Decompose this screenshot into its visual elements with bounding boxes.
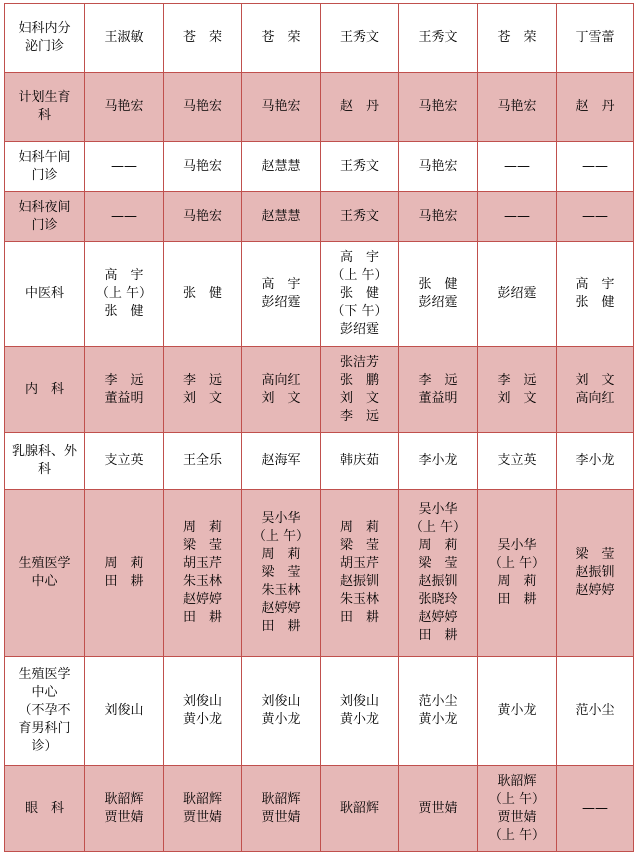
doctor-name: 赵振钏 <box>575 565 615 580</box>
doctor-name: 刘俊山 <box>339 694 379 709</box>
doctor-name: 李 远 <box>418 372 458 388</box>
doctor-name: 彭绍霆 <box>339 322 379 337</box>
doctor-name: 周 莉 <box>104 556 144 571</box>
doctor-name: 朱玉林 <box>261 583 301 598</box>
department-cell <box>5 192 85 242</box>
table-row <box>5 4 634 73</box>
doctor-name: 刘 文 <box>575 372 615 388</box>
doctor-name: 刘俊山 <box>104 703 144 718</box>
doctor-name: 朱玉林 <box>182 574 222 589</box>
doctor-name: 马艳宏 <box>418 208 458 224</box>
doctor-name: 高向红 <box>575 390 615 406</box>
doctor-name: 王秀文 <box>339 158 379 174</box>
doctor-cell <box>85 347 164 433</box>
department-label: 门诊 <box>31 217 58 233</box>
doctor-name: 支立英 <box>497 453 537 468</box>
doctor-cell <box>242 142 321 192</box>
doctor-name: （上 午） <box>331 268 388 283</box>
doctor-name: 赵慧慧 <box>261 208 301 224</box>
doctor-name: 耿韶辉 <box>339 800 379 816</box>
doctor-name: 梁 莹 <box>261 565 301 580</box>
doctor-name: 董益明 <box>104 390 144 406</box>
doctor-name: 朱玉林 <box>339 592 379 607</box>
doctor-name: 苍 荣 <box>182 30 222 45</box>
department-label: 中心 <box>31 574 58 589</box>
doctor-name: 黄小龙 <box>418 712 458 727</box>
department-cell <box>5 490 85 657</box>
doctor-cell <box>242 73 321 142</box>
doctor-name: —— <box>582 208 608 224</box>
doctor-cell <box>164 192 242 242</box>
doctor-cell <box>478 142 557 192</box>
doctor-name: 赵 丹 <box>575 99 615 114</box>
doctor-cell <box>399 347 478 433</box>
doctor-name: 赵 丹 <box>339 99 379 114</box>
department-label: 诊） <box>31 739 58 754</box>
doctor-name: （下 午） <box>331 304 388 319</box>
doctor-name: 赵婷婷 <box>182 592 222 607</box>
doctor-name: （上 午） <box>409 520 467 535</box>
doctor-name: 张 健 <box>182 286 222 301</box>
doctor-cell <box>557 142 634 192</box>
department-cell <box>5 242 85 347</box>
doctor-cell <box>164 242 242 347</box>
doctor-name: 李 远 <box>104 372 144 388</box>
doctor-name: （上 午） <box>488 827 546 843</box>
doctor-name: 黄小龙 <box>261 712 301 727</box>
doctor-name: —— <box>504 158 530 174</box>
doctor-name: 马艳宏 <box>182 208 222 224</box>
doctor-name: 王秀文 <box>339 30 379 45</box>
department-cell <box>5 4 85 73</box>
doctor-name: 吴小华 <box>497 538 537 553</box>
doctor-name: 马艳宏 <box>182 158 222 174</box>
department-cell <box>5 766 85 852</box>
doctor-name: 赵婷婷 <box>261 601 301 616</box>
doctor-name: 马艳宏 <box>497 99 537 114</box>
department-label: 乳腺科、外 <box>11 444 77 459</box>
doctor-name: 韩庆茹 <box>339 453 379 468</box>
doctor-name: （上 午） <box>95 286 153 301</box>
doctor-name: 贾世婧 <box>182 809 222 825</box>
doctor-name: —— <box>582 158 608 174</box>
doctor-name: 赵振钏 <box>339 574 379 589</box>
doctor-name: 周 莉 <box>339 520 379 535</box>
doctor-name: 丁雪蕾 <box>575 30 615 45</box>
doctor-cell <box>321 657 399 766</box>
doctor-name: —— <box>111 208 137 224</box>
doctor-cell <box>557 766 634 852</box>
doctor-name: 贾世婧 <box>497 809 537 825</box>
doctor-cell <box>321 766 399 852</box>
clinic-schedule-table <box>4 3 634 852</box>
department-label: 生殖医学 <box>18 667 71 682</box>
doctor-name: 田 耕 <box>497 592 537 607</box>
doctor-cell <box>557 657 634 766</box>
doctor-cell <box>399 657 478 766</box>
doctor-name: （上 午） <box>488 791 546 807</box>
table-row <box>5 347 634 433</box>
department-cell <box>5 657 85 766</box>
doctor-name: 刘 文 <box>339 390 379 406</box>
doctor-name: 黄小龙 <box>339 712 379 727</box>
table-row <box>5 73 634 142</box>
doctor-cell <box>242 490 321 657</box>
doctor-name: 王淑敏 <box>104 30 144 45</box>
doctor-name: 耿韶辉 <box>182 791 222 807</box>
doctor-name: 范小尘 <box>575 703 615 718</box>
doctor-name: 周 莉 <box>497 574 537 589</box>
doctor-name: 贾世婧 <box>418 800 458 816</box>
doctor-cell <box>557 347 634 433</box>
doctor-cell <box>478 73 557 142</box>
doctor-cell <box>399 490 478 657</box>
doctor-cell <box>321 490 399 657</box>
table-row <box>5 766 634 852</box>
doctor-name: 贾世婧 <box>261 809 301 825</box>
doctor-cell <box>242 433 321 490</box>
table-row <box>5 490 634 657</box>
doctor-name: 刘 文 <box>261 390 301 406</box>
department-cell <box>5 347 85 433</box>
doctor-cell <box>478 433 557 490</box>
doctor-name: 周 莉 <box>261 547 301 562</box>
department-label: 妇科内分 <box>18 21 71 36</box>
doctor-name: 彭绍霆 <box>418 295 458 310</box>
doctor-cell <box>399 242 478 347</box>
doctor-cell <box>478 347 557 433</box>
doctor-name: 梁 莹 <box>182 538 222 553</box>
doctor-cell <box>85 490 164 657</box>
doctor-name: 赵海军 <box>261 453 301 468</box>
doctor-name: 张 健 <box>339 286 379 301</box>
department-label: 科 <box>37 462 51 477</box>
doctor-name: 刘 文 <box>182 390 222 406</box>
doctor-cell <box>557 4 634 73</box>
doctor-cell <box>164 766 242 852</box>
doctor-name: 高 宇 <box>339 250 379 265</box>
doctor-cell <box>399 142 478 192</box>
table-row <box>5 433 634 490</box>
doctor-name: 高向红 <box>261 372 301 388</box>
table-row <box>5 242 634 347</box>
department-label: 妇科夜间 <box>18 199 71 215</box>
doctor-cell <box>321 242 399 347</box>
doctor-cell <box>85 73 164 142</box>
doctor-name: 田 耕 <box>418 628 458 643</box>
doctor-name: 李 远 <box>339 408 379 424</box>
doctor-name: 吴小华 <box>418 502 458 517</box>
department-label: 眼 科 <box>24 800 64 816</box>
doctor-name: 刘俊山 <box>261 694 301 709</box>
doctor-cell <box>85 766 164 852</box>
doctor-name: 马艳宏 <box>261 99 301 114</box>
doctor-name: —— <box>504 208 530 224</box>
doctor-name: 张 健 <box>104 304 144 319</box>
doctor-name: 李小龙 <box>418 453 458 468</box>
doctor-name: 高 宇 <box>261 277 301 292</box>
doctor-name: 苍 荣 <box>497 30 537 45</box>
table-row <box>5 142 634 192</box>
doctor-name: 王全乐 <box>182 453 222 468</box>
table-row <box>5 192 634 242</box>
doctor-name: 王秀文 <box>418 30 458 45</box>
doctor-name: 刘 文 <box>497 390 537 406</box>
doctor-name: 彭绍霆 <box>497 286 537 301</box>
doctor-name: —— <box>582 800 608 816</box>
doctor-name: 田 耕 <box>104 574 144 589</box>
department-label: （不孕不 <box>18 703 71 718</box>
doctor-name: 耿韶辉 <box>261 791 301 807</box>
doctor-name: 贾世婧 <box>104 809 144 825</box>
doctor-name: 梁 莹 <box>339 538 379 553</box>
department-label: 中心 <box>31 685 58 700</box>
doctor-name: （上 午） <box>488 556 546 571</box>
doctor-name: 田 耕 <box>182 610 222 625</box>
doctor-name: 高 宇 <box>575 277 615 292</box>
doctor-cell <box>242 4 321 73</box>
doctor-cell <box>557 433 634 490</box>
doctor-name: 田 耕 <box>339 610 379 625</box>
doctor-name: 吴小华 <box>261 511 301 526</box>
doctor-cell <box>164 73 242 142</box>
doctor-cell <box>321 347 399 433</box>
doctor-name: 黄小龙 <box>497 703 537 718</box>
doctor-name: 胡玉芹 <box>339 556 379 571</box>
department-label: 科 <box>37 108 51 123</box>
doctor-cell <box>164 490 242 657</box>
doctor-cell <box>478 490 557 657</box>
doctor-name: 马艳宏 <box>418 99 458 114</box>
doctor-cell <box>399 4 478 73</box>
doctor-cell <box>557 73 634 142</box>
doctor-cell <box>478 657 557 766</box>
doctor-cell <box>164 4 242 73</box>
doctor-name: 彭绍霆 <box>261 295 301 310</box>
doctor-name: 周 莉 <box>182 520 222 535</box>
doctor-cell <box>242 347 321 433</box>
doctor-cell <box>399 192 478 242</box>
department-label: 内 科 <box>24 381 64 397</box>
doctor-name: 李 远 <box>182 372 222 388</box>
doctor-name: 马艳宏 <box>104 99 144 114</box>
doctor-cell <box>242 657 321 766</box>
doctor-cell <box>557 192 634 242</box>
doctor-cell <box>164 657 242 766</box>
doctor-name: 胡玉芹 <box>182 556 222 571</box>
department-cell <box>5 433 85 490</box>
doctor-name: 张 鹏 <box>339 372 379 388</box>
doctor-cell <box>321 4 399 73</box>
doctor-cell <box>557 490 634 657</box>
doctor-name: 黄小龙 <box>182 712 222 727</box>
doctor-name: 赵振钏 <box>418 574 458 589</box>
doctor-name: 范小尘 <box>418 694 458 709</box>
department-label: 妇科午间 <box>18 149 71 165</box>
doctor-cell <box>242 766 321 852</box>
doctor-name: 周 莉 <box>418 538 458 553</box>
doctor-cell <box>321 192 399 242</box>
doctor-name: 王秀文 <box>339 208 379 224</box>
doctor-name: 马艳宏 <box>182 99 222 114</box>
doctor-cell <box>478 242 557 347</box>
table-row <box>5 657 634 766</box>
doctor-name: —— <box>111 158 137 174</box>
doctor-name: 高 宇 <box>104 268 144 283</box>
department-label: 计划生育 <box>18 90 71 105</box>
doctor-name: 梁 莹 <box>575 547 615 562</box>
doctor-cell <box>399 766 478 852</box>
doctor-cell <box>321 73 399 142</box>
doctor-cell <box>478 4 557 73</box>
department-label: 中医科 <box>24 286 64 301</box>
doctor-name: 赵婷婷 <box>418 610 458 625</box>
doctor-cell <box>164 142 242 192</box>
doctor-cell <box>85 4 164 73</box>
department-label: 泌门诊 <box>24 39 64 54</box>
doctor-name: 李小龙 <box>575 453 615 468</box>
doctor-name: 董益明 <box>418 390 458 406</box>
department-label: 生殖医学 <box>18 556 71 571</box>
doctor-cell <box>478 192 557 242</box>
doctor-name: 张 健 <box>575 295 615 310</box>
doctor-cell <box>478 766 557 852</box>
department-label: 门诊 <box>31 167 58 183</box>
doctor-cell <box>321 142 399 192</box>
doctor-name: 田 耕 <box>261 619 301 634</box>
department-cell <box>5 73 85 142</box>
doctor-cell <box>242 192 321 242</box>
doctor-cell <box>85 142 164 192</box>
doctor-name: 赵婷婷 <box>575 583 615 598</box>
doctor-name: 梁 莹 <box>418 556 458 571</box>
doctor-cell <box>85 433 164 490</box>
doctor-name: 张洁芳 <box>339 354 379 370</box>
doctor-cell <box>242 242 321 347</box>
doctor-cell <box>85 192 164 242</box>
doctor-cell <box>557 242 634 347</box>
doctor-name: 张 健 <box>418 277 458 292</box>
doctor-cell <box>85 657 164 766</box>
department-cell <box>5 142 85 192</box>
doctor-cell <box>164 347 242 433</box>
doctor-name: 张晓玲 <box>418 592 458 607</box>
doctor-cell <box>399 73 478 142</box>
doctor-name: 苍 荣 <box>261 30 301 45</box>
doctor-cell <box>399 433 478 490</box>
doctor-name: （上 午） <box>252 529 310 544</box>
doctor-name: 赵慧慧 <box>261 158 301 174</box>
doctor-cell <box>85 242 164 347</box>
doctor-cell <box>164 433 242 490</box>
doctor-name: 刘俊山 <box>182 694 222 709</box>
department-label: 育男科门 <box>18 721 71 736</box>
doctor-name: 马艳宏 <box>418 158 458 174</box>
doctor-name: 李 远 <box>497 372 537 388</box>
doctor-name: 耿韶辉 <box>104 791 144 807</box>
doctor-name: 耿韶辉 <box>497 773 537 789</box>
doctor-name: 支立英 <box>104 453 144 468</box>
doctor-cell <box>321 433 399 490</box>
